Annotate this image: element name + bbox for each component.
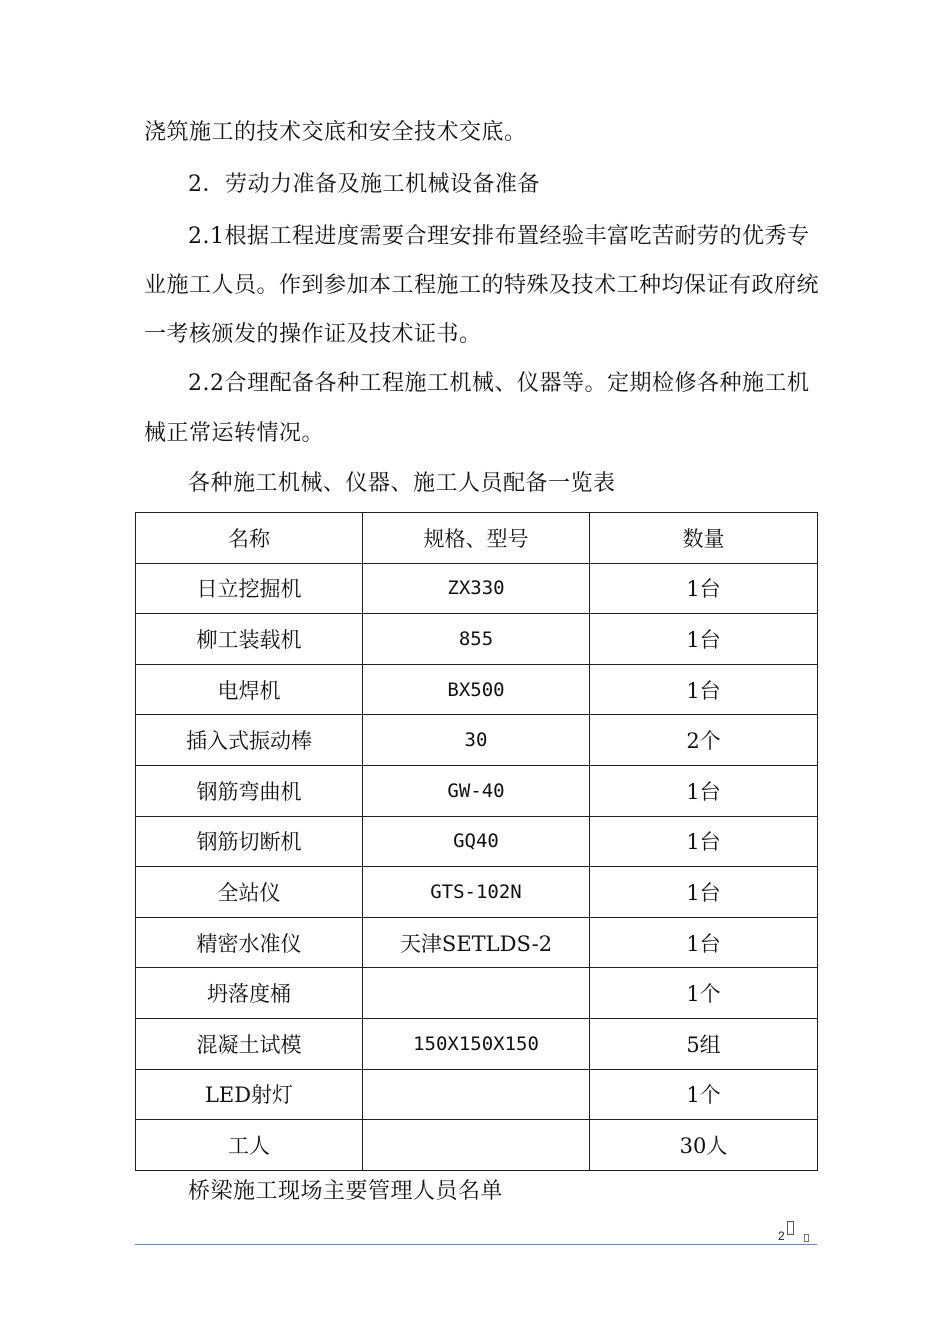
cell-qty: 5组 [590, 1018, 818, 1069]
cell-qty: 30人 [590, 1120, 818, 1171]
cell-spec: 855 [363, 614, 590, 665]
header-spec: 规格、型号 [363, 513, 590, 564]
table-row [136, 1018, 818, 1069]
table-row [136, 765, 818, 816]
paragraph-2-2-line-2: 械正常运转情况。 [144, 421, 325, 446]
table-row [136, 917, 818, 968]
cell-qty: 1台 [590, 563, 818, 614]
table-row [136, 563, 818, 614]
table-row [136, 816, 818, 867]
table-header-row [136, 513, 818, 564]
table-row [136, 614, 818, 665]
cell-qty: 1个 [590, 968, 818, 1019]
cell-name: 柳工装载机 [136, 614, 363, 665]
paragraph-2-1-line-2: 业施工人员。作到参加本工程施工的特殊及技术工种均保证有政府统 [144, 273, 820, 298]
paragraph-2-1-line-1: 2.1根据工程进度需要合理安排布置经验丰富吃苦耐劳的优秀专 [188, 224, 810, 249]
table-row [136, 968, 818, 1019]
cell-name: 混凝土试模 [136, 1018, 363, 1069]
table-row [136, 715, 818, 766]
cell-name: 全站仪 [136, 867, 363, 918]
cell-name: 日立挖掘机 [136, 563, 363, 614]
cell-qty: 1台 [590, 765, 818, 816]
cell-spec: GW-40 [363, 765, 590, 816]
cell-qty: 1台 [590, 664, 818, 715]
cell-name: 坍落度桶 [136, 968, 363, 1019]
table-row [136, 1069, 818, 1120]
cell-name: 工人 [136, 1120, 363, 1171]
cell-qty: 2个 [590, 715, 818, 766]
footer-rule [135, 1244, 817, 1245]
cell-spec: ZX330 [363, 563, 590, 614]
page-marker-small-icon [804, 1234, 809, 1242]
cell-spec: GQ40 [363, 816, 590, 867]
paragraph-line-1: 浇筑施工的技术交底和安全技术交底。 [144, 120, 527, 145]
cell-spec [363, 1069, 590, 1120]
cell-spec [363, 1120, 590, 1171]
cell-qty: 1台 [590, 614, 818, 665]
cell-spec: GTS-102N [363, 867, 590, 918]
header-name: 名称 [136, 513, 363, 564]
cell-qty: 1台 [590, 917, 818, 968]
page-number: 2 [778, 1229, 785, 1243]
section-heading-labor: 2．劳动力准备及施工机械设备准备 [188, 172, 540, 197]
paragraph-2-1-line-3: 一考核颁发的操作证及技术证书。 [144, 322, 482, 347]
cell-qty: 1个 [590, 1069, 818, 1120]
cell-name: 钢筋切断机 [136, 816, 363, 867]
next-section-heading: 桥梁施工现场主要管理人员名单 [188, 1179, 504, 1204]
header-qty: 数量 [590, 513, 818, 564]
table-row [136, 664, 818, 715]
cell-spec: 天津SETLDS-2 [363, 917, 590, 968]
cell-name: 插入式振动棒 [136, 715, 363, 766]
cell-name: 钢筋弯曲机 [136, 765, 363, 816]
cell-name: LED射灯 [136, 1069, 363, 1120]
equipment-table [135, 512, 818, 1171]
cell-qty: 1台 [590, 816, 818, 867]
cell-spec: 30 [363, 715, 590, 766]
cell-name: 精密水准仪 [136, 917, 363, 968]
cell-spec: BX500 [363, 664, 590, 715]
cell-qty: 1台 [590, 867, 818, 918]
cell-spec: 150X150X150 [363, 1018, 590, 1069]
table-caption: 各种施工机械、仪器、施工人员配备一览表 [188, 471, 616, 496]
paragraph-2-2-line-1: 2.2合理配备各种工程施工机械、仪器等。定期检修各种施工机 [188, 371, 810, 396]
page-marker-icon [787, 1221, 794, 1235]
cell-name: 电焊机 [136, 664, 363, 715]
cell-spec [363, 968, 590, 1019]
table-row [136, 867, 818, 918]
table-row [136, 1120, 818, 1171]
